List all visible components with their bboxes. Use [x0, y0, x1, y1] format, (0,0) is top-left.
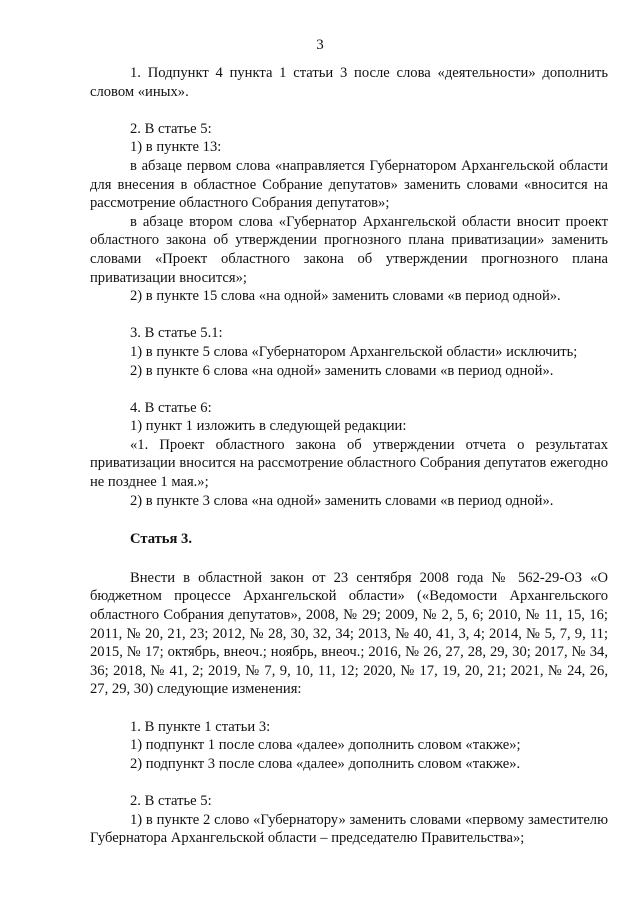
section-4-title: 4. В статье 6: [130, 399, 212, 416]
article-3-section-2-title: 2. В статье 5: [130, 792, 212, 809]
article-3-section-1-title: 1. В пункте 1 статьи 3: [130, 718, 271, 735]
section-4-item-2: 2) в пункте 3 слова «на одной» заменить словами «в период одной». [130, 492, 554, 509]
section-2-item-2: 2) в пункте 15 слова «на одной» заменить словами «в период одной». [130, 288, 561, 305]
section-2-item-1a: в абзаце первом слова «направляется Губернатором Архангельской области для внесения в областное Собрание депутатов» заменить словами «вносится на рассмотрение областного Собрания депутатов»; [90, 157, 608, 212]
section-3-item-1: 1) в пункте 5 слова «Губернатором Архангельской области» исключить; [130, 343, 578, 360]
document-body [90, 64, 608, 848]
section-2-item-1b: в абзаце втором слова «Губернатор Архангельской области вносит проект областного закона об утверждении прогнозного плана приватизации» заменить словами «Проект областного закона об утверждении прогнозного плана приватизации вносится»; [90, 213, 608, 286]
page-number: 3 [316, 37, 324, 53]
article-3-section-1-item-2: 2) подпункт 3 после слова «далее» дополнить словом «также». [130, 755, 521, 772]
article-3-section-1-item-1: 1) подпункт 1 после слова «далее» дополнить словом «также»; [130, 737, 521, 754]
article-3-heading: Статья 3. [130, 531, 192, 548]
article-3-intro: Внести в областной закон от 23 сентября 2008 года № 562-29-ОЗ «О бюджетном процессе Архангельской области» («Ведомости Архангельского областного Собрания депутатов», 2008, № 29; 2009, № 2, 5, 6; 2010, № 11, 15, 16; 2011, № 20, 21, 23; 2012, № 28, 30, 32, 34; 2013, № 40, 41, 3, 4; 2014, № 5, 7, 9, 11; 2015, № 17; октябрь, внеоч.; ноябрь, внеоч.; 2016, № 26, 27, 28, 29, 30; 2017, № 34, 36; 2018, № 41, 2; 2019, № 7, 9, 10, 11, 12; 2020, № 17, 19, 20, 21; 2021, № 24, 26, 27, 29, 30) следующие изменения: [90, 569, 608, 698]
section-2-title: 2. В статье 5: [130, 120, 212, 137]
paragraph-1: 1. Подпункт 4 пункта 1 статьи 3 после слова «деятельности» дополнить словом «иных». [90, 65, 608, 100]
article-3-section-2-item-1: 1) в пункте 2 слово «Губернатору» заменить словами «первому заместителю Губернатора Архангельской области – председателю Правительства»; [90, 811, 608, 847]
section-3-title: 3. В статье 5.1: [130, 325, 223, 342]
section-4-item-1: 1) пункт 1 изложить в следующей редакции: [130, 418, 407, 435]
section-2-item-1: 1) в пункте 13: [130, 139, 222, 156]
section-4-item-1a: «1. Проект областного закона об утверждении отчета о результатах приватизации вносится на рассмотрение областного Собрания депутатов ежегодно не позднее 1 мая.»; [90, 436, 608, 491]
section-3-item-2: 2) в пункте 6 слова «на одной» заменить словами «в период одной». [130, 362, 554, 379]
